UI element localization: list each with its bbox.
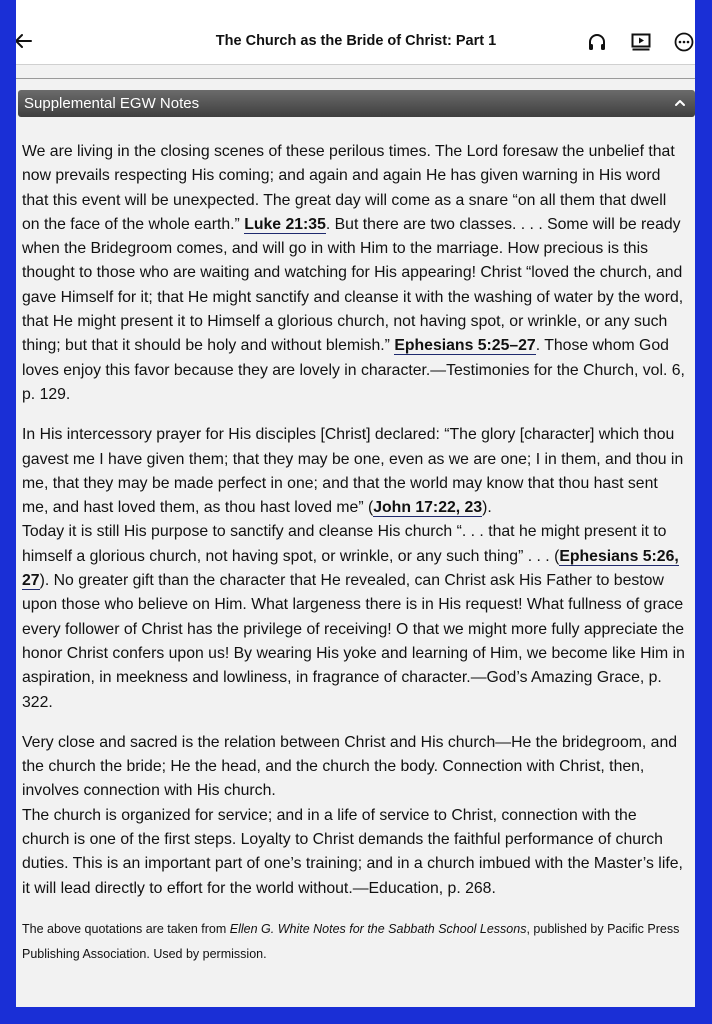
scripture-link[interactable]: Luke 21:35 — [244, 215, 326, 233]
top-bar — [16, 0, 695, 65]
more-options-icon — [674, 32, 694, 52]
paragraph-text: We are living in the closing scenes of these perilous times. The Lord foresaw the unbelief that now prevails respecting His coming; and again and again He has given warning in His word that this event will be unexpected. The great day will come as a snare “on all them that dwell on the face of the whole earth.” — [22, 143, 675, 233]
back-button[interactable] — [16, 30, 34, 52]
attribution-suffix: , published by Pacific Press Publishing Association. Used by permission. — [22, 921, 680, 961]
paragraph-text: . Those whom God loves enjoy this favor because they are lovely in character.—Testimonies for the Church, vol. 6, p. 129. — [22, 337, 685, 403]
paragraph-text: . But there are two classes. . . . Some will be ready when the Bridegroom comes, and will go in with Him to the marriage. How precious is this thought to those who are waiting and watching for His appearing! Christ “loved the church, and gave Himself for it; that He might sanctify and cleanse it with the washing of water by the word, that He might present it to Himself a glorious church, not having spot, or wrinkle, or any such thing; but that it should be holy and without blemish.” — [22, 215, 684, 355]
video-button[interactable] — [630, 31, 652, 53]
divider — [16, 78, 695, 79]
play-video-icon — [631, 33, 651, 51]
attribution-note — [22, 917, 687, 967]
scripture-link[interactable]: John 17:22, 23 — [373, 499, 483, 517]
paragraph-text: Very close and sacred is the relation between Christ and His church—He the bridegroom, and the church the bride; He the head, and the church the body. Connection with Christ, then, involves connection with His church. — [22, 733, 678, 800]
scripture-link[interactable]: Ephesians 5:26, 27 — [22, 547, 679, 590]
back-arrow-icon — [16, 33, 32, 49]
paragraph-text: The church is organized for service; and in a life of service to Christ, connection with the church is one of the first steps. Loyalty to Christ demands the faithful performance of church duties. This is an important part of one’s training; and in a church imbued with the Master’s life, it will lead directly to effort for the world without.—Education, p. 268. — [22, 806, 683, 897]
scripture-link[interactable]: Ephesians 5:25–27 — [394, 337, 536, 355]
audio-button[interactable] — [586, 31, 608, 53]
paragraph-text: ). — [482, 499, 492, 517]
headphones-icon — [587, 33, 607, 51]
section-header[interactable] — [18, 90, 695, 117]
note-paragraph-2 — [22, 423, 687, 715]
page-title: The Church as the Bride of Christ: Part 1 — [215, 33, 497, 49]
attribution-prefix: The above quotations are taken from — [22, 921, 230, 936]
note-paragraph-1 — [22, 140, 687, 407]
notes-content — [22, 140, 687, 967]
more-options-button[interactable] — [673, 31, 695, 53]
app-frame — [16, 0, 695, 1007]
section-title: Supplemental EGW Notes — [24, 95, 200, 112]
chevron-up-icon[interactable] — [673, 96, 687, 110]
paragraph-text: ). No greater gift than the character that He revealed, can Christ ask His Father to bestow upon those who believe on Him. What largeness there is in His request! What fullness of grace every follower of Christ has the privilege of receiving! O that we might more fully appreciate the honor Christ confers upon us! By wearing His yoke and learning of Him, we become like Him in aspiration, in meekness and lowliness, in fragrance of character.—God’s Amazing Grace, p. 322. — [22, 572, 685, 711]
note-paragraph-3 — [22, 731, 687, 901]
paragraph-text: In His intercessory prayer for His disciples [Christ] declared: “The glory [character] which thou gavest me I have given them; that they may be one, even as we are one; I in them, and thou in me, that they may be made perfect in one; and that the world may know that thou hast sent me, and hast loved them, as thou hast loved me” ( — [22, 426, 684, 517]
paragraph-text: Today it is still His purpose to sanctify and cleanse His church “. . . that he might present it to himself a glorious church, not having spot, or wrinkle, or any such thing” . . . ( — [22, 523, 667, 565]
attribution-book-title: Ellen G. White Notes for the Sabbath School Lessons — [229, 921, 527, 936]
